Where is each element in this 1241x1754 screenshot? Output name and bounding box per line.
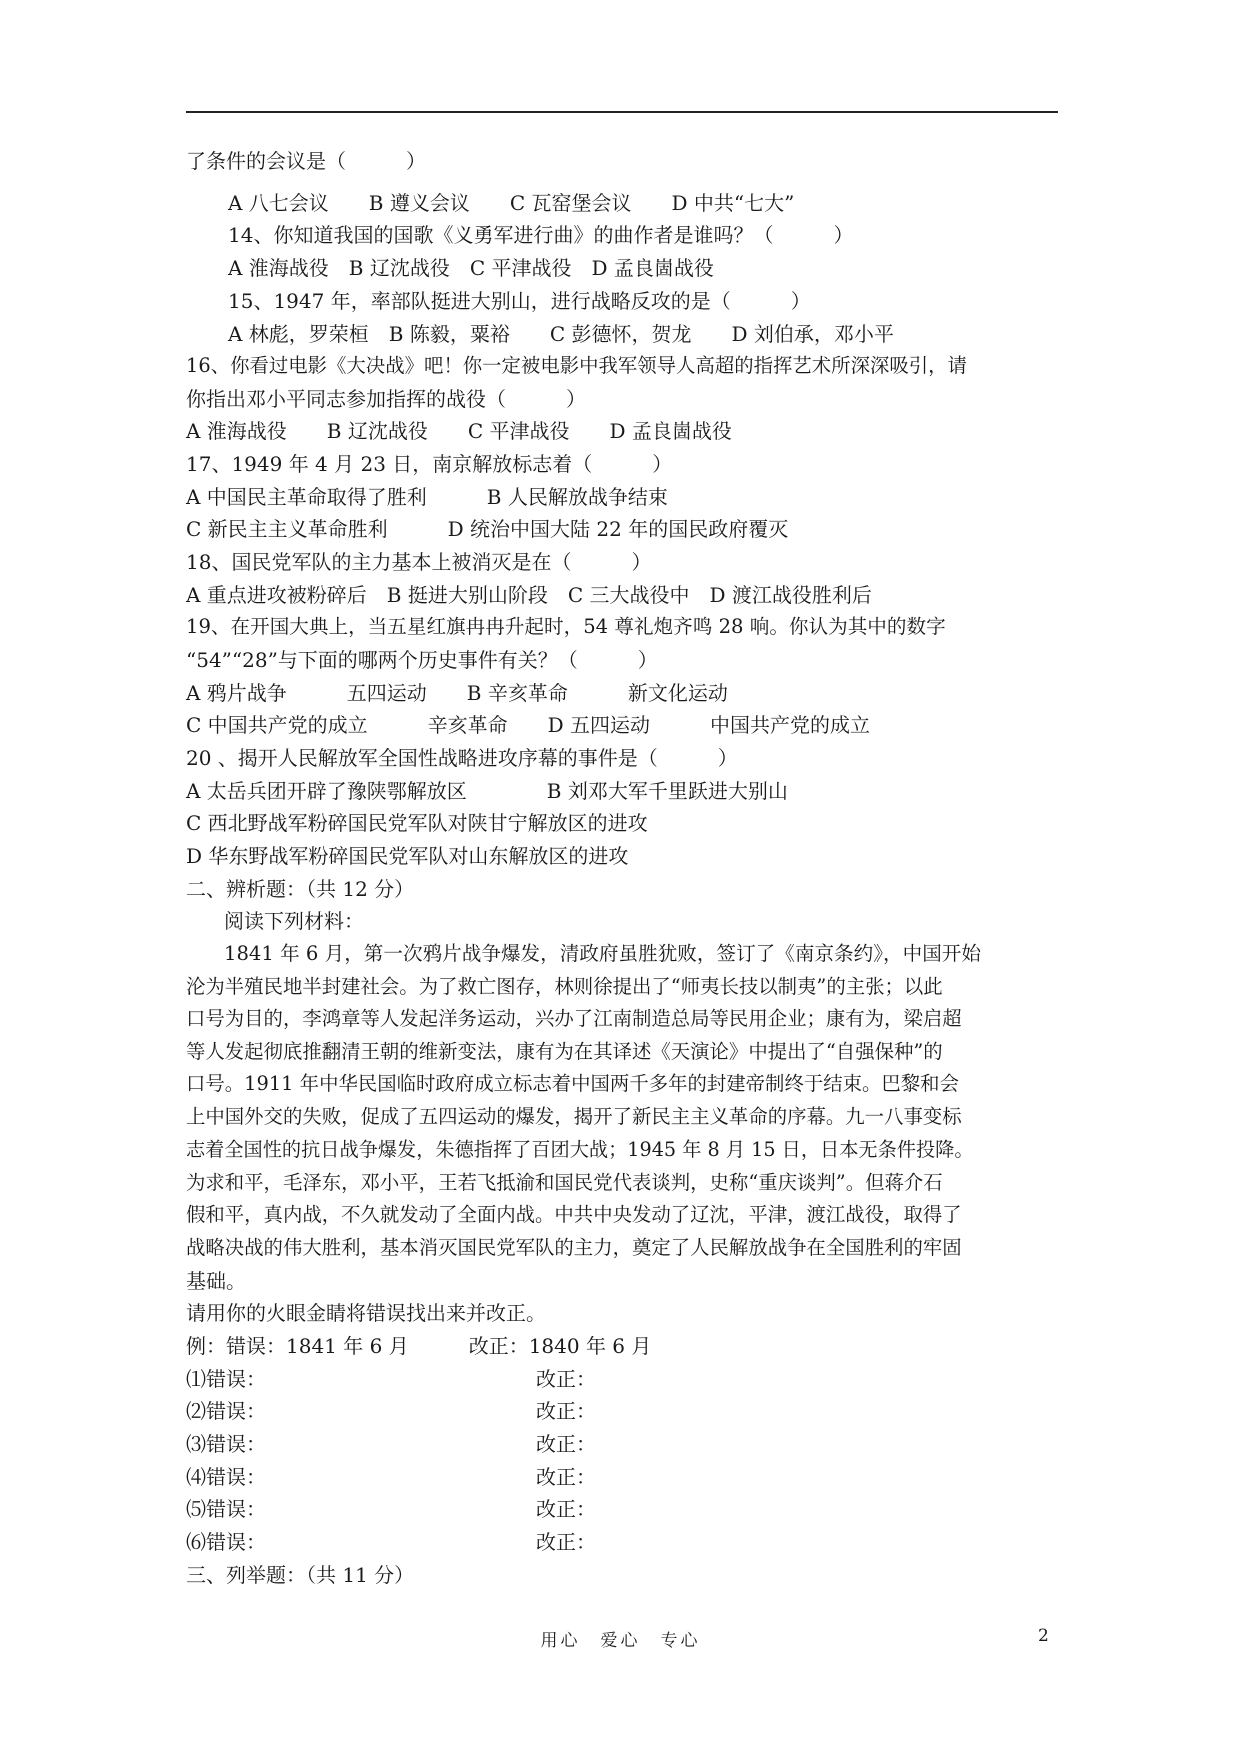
answer-line: ⑴错误： 改正：	[186, 1367, 596, 1391]
text-line: 等人发起彻底推翻清王朝的维新变法，康有为在其译述《天演论》中提出了“自强保种”的	[186, 1040, 943, 1063]
text-line: A 太岳兵团开辟了豫陕鄂解放区 B 刘邓大军千里跃进大别山	[186, 779, 788, 803]
text-line: A 中国民主革命取得了胜利 B 人民解放战争结束	[186, 485, 668, 509]
text-line: 14、你知道我国的国歌《义勇军进行曲》的曲作者是谁吗？（ ）	[228, 223, 854, 247]
text-line: 16、你看过电影《大决战》吧！你一定被电影中我军领导人高超的指挥艺术所深深吸引，请	[186, 354, 967, 377]
text-line: 18、国民党军队的主力基本上被消灭是在（ ）	[186, 550, 652, 574]
text-line: A 淮海战役 B 辽沈战役 C 平津战役 D 孟良崮战役	[228, 256, 714, 280]
text-line: 阅读下列材料：	[224, 909, 364, 933]
text-line: 15、1947 年，率部队挺进大别山，进行战略反攻的是（ ）	[228, 289, 811, 313]
text-line: A 淮海战役 B 辽沈战役 C 平津战役 D 孟良崮战役	[186, 419, 732, 443]
text-line: A 鸦片战争 五四运动 B 辛亥革命 新文化运动	[186, 681, 728, 705]
text-line: 你指出邓小平同志参加指挥的战役（ ）	[186, 387, 586, 411]
text-line: 20 、揭开人民解放军全国性战略进攻序幕的事件是（ ）	[186, 746, 738, 770]
text-line: C 西北野战军粉碎国民党军队对陕甘宁解放区的进攻	[186, 811, 648, 835]
text-line: 17、1949 年 4 月 23 日，南京解放标志着（ ）	[186, 452, 673, 476]
text-line: 口号为目的，李鸿章等人发起洋务运动，兴办了江南制造总局等民用企业；康有为，梁启超	[186, 1007, 962, 1030]
text-line: 假和平，真内战，不久就发动了全面内战。中共中央发动了辽沈，平津，渡江战役，取得了	[186, 1203, 962, 1226]
section-heading: 三、列举题：（共 11 分）	[186, 1563, 415, 1587]
example-line: 例：错误：1841 年 6 月 改正：1840 年 6 月	[186, 1334, 652, 1358]
answer-line: ⑵错误： 改正：	[186, 1399, 596, 1423]
text-line: 口号。1911 年中华民国临时政府成立标志着中国两千多年的封建帝制终于结束。巴黎和会	[186, 1072, 959, 1095]
text-line: A 八七会议 B 遵义会议 C 瓦窑堡会议 D 中共“七大”	[228, 191, 795, 215]
text-line: 请用你的火眼金睛将错误找出来并改正。	[186, 1301, 546, 1325]
text-line: C 新民主主义革命胜利 D 统治中国大陆 22 年的国民政府覆灭	[186, 517, 789, 541]
text-line: 沦为半殖民地半封建社会。为了救亡图存，林则徐提出了“师夷长技以制夷”的主张；以此	[186, 975, 943, 998]
header-rule	[186, 111, 1058, 113]
text-line: 基础。	[186, 1269, 246, 1293]
text-line: D 华东野战军粉碎国民党军队对山东解放区的进攻	[186, 844, 629, 868]
text-line: A 林彪，罗荣桓 B 陈毅，粟裕 C 彭德怀，贺龙 D 刘伯承，邓小平	[228, 322, 894, 346]
section-heading: 二、辨析题：（共 12 分）	[186, 877, 415, 901]
text-line: A 重点进攻被粉碎后 B 挺进大别山阶段 C 三大战役中 D 渡江战役胜利后	[186, 583, 872, 607]
text-line: 1841 年 6 月，第一次鸦片战争爆发，清政府虽胜犹败，签订了《南京条约》，中国开始	[224, 942, 981, 965]
answer-line: ⑹错误： 改正：	[186, 1530, 596, 1554]
text-line: “54”“28”与下面的哪两个历史事件有关？（ ）	[186, 648, 658, 672]
text-line: 志着全国性的抗日战争爆发，朱德指挥了百团大战；1945 年 8 月 15 日，日本无条件投降。	[186, 1138, 974, 1161]
text-line: 了条件的会议是（ ）	[186, 149, 426, 173]
text-line: 19、在开国大典上，当五星红旗冉冉升起时，54 尊礼炮齐鸣 28 响。你认为其中的数字	[186, 615, 946, 638]
text-line: C 中国共产党的成立 辛亥革命 D 五四运动 中国共产党的成立	[186, 713, 871, 737]
text-line: 上中国外交的失败，促成了五四运动的爆发，揭开了新民主主义革命的序幕。九一八事变标	[186, 1105, 962, 1128]
answer-line: ⑷错误： 改正：	[186, 1465, 596, 1489]
page-number: 2	[1038, 1626, 1049, 1646]
footer-text: 用心 爱心 专心	[540, 1631, 701, 1651]
text-line: 战略决战的伟大胜利，基本消灭国民党军队的主力，奠定了人民解放战争在全国胜利的牢固	[186, 1236, 962, 1259]
text-line: 为求和平，毛泽东，邓小平，王若飞抵渝和国民党代表谈判，史称“重庆谈判”。但蒋介石	[186, 1171, 943, 1194]
answer-line: ⑶错误： 改正：	[186, 1432, 596, 1456]
answer-line: ⑸错误： 改正：	[186, 1497, 596, 1521]
